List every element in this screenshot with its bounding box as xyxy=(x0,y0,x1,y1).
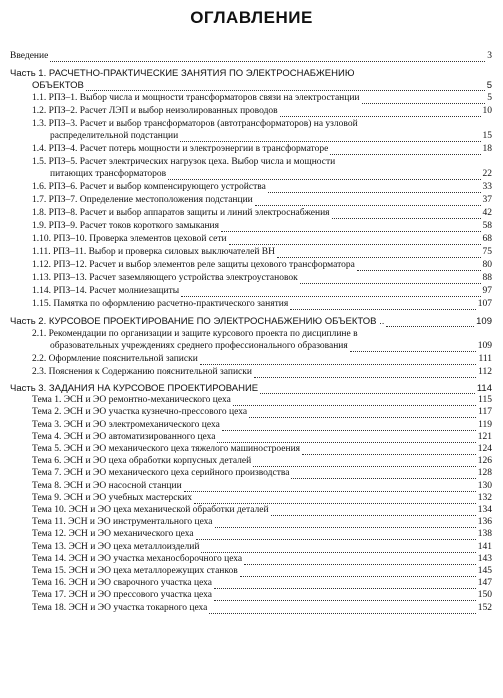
toc-page-number: 126 xyxy=(477,456,492,467)
toc-entry-3-7[interactable] xyxy=(32,468,492,479)
toc-page-number: 150 xyxy=(477,590,492,601)
toc-page-number: 132 xyxy=(477,492,492,503)
dot-leader xyxy=(302,446,476,455)
toc-page-number: 3 xyxy=(487,51,492,61)
dot-leader xyxy=(214,580,476,589)
toc-entry-2-3[interactable] xyxy=(32,367,492,378)
toc-page-number: 15 xyxy=(482,131,492,141)
toc-entry-label: Введение xyxy=(10,51,49,61)
dot-leader xyxy=(350,343,476,352)
toc-entry-label: Тема 14. ЭСН и ЭО участка механосборочного цеха xyxy=(32,553,243,564)
toc-page-number: 112 xyxy=(478,367,492,377)
dot-leader xyxy=(280,108,481,117)
toc-entry-label: 1.1. РПЗ–1. Выбор числа и мощности трансформаторов связи на электростанции xyxy=(32,93,360,103)
toc-entry-3-10[interactable] xyxy=(32,505,492,516)
toc-entry-label: 1.7. РПЗ–7. Определение местоположения подстанции xyxy=(32,195,253,205)
toc-entry-1-12[interactable] xyxy=(32,260,492,271)
toc-entry-label: Тема 1. ЭСН и ЭО ремонтно-механического цеха xyxy=(32,395,231,406)
dot-leader xyxy=(254,369,476,378)
toc-entry-label: Тема 2. ЭСН и ЭО участка кузнечно-прессового цеха xyxy=(32,407,248,418)
toc-entry-3-9[interactable] xyxy=(32,493,492,504)
toc-entry-label: 1.6. РПЗ–6. Расчет и выбор компенсирующего устройства xyxy=(32,182,266,192)
dot-leader xyxy=(196,531,476,540)
dot-leader xyxy=(180,133,480,142)
toc-page-number: 18 xyxy=(482,144,492,154)
toc-page-number: 109 xyxy=(476,316,492,327)
toc-entry-1-15[interactable] xyxy=(32,299,492,310)
dot-leader xyxy=(217,434,475,443)
toc-page-number: 80 xyxy=(482,260,492,270)
toc-entry-1-3[interactable] xyxy=(50,131,492,142)
toc-page-number: 107 xyxy=(477,299,492,309)
toc-entry-1-7[interactable] xyxy=(32,195,492,206)
dot-leader xyxy=(233,397,476,406)
toc-entry-label: Тема 17. ЭСН и ЭО прессового участка цеха xyxy=(32,590,212,601)
toc-entry-label: ОБЪЕКТОВ xyxy=(32,80,84,91)
dot-leader xyxy=(184,483,476,492)
toc-entry-label: 1.11. РПЗ–11. Выбор и проверка силовых выключателей ВН xyxy=(32,247,275,257)
dot-leader xyxy=(244,556,476,565)
dot-leader xyxy=(50,53,485,62)
toc-entry-label: 1.10. РПЗ–10. Проверка элементов цеховой сети xyxy=(32,234,227,244)
toc-entry-label: Тема 4. ЭСН и ЭО автоматизированного цеха xyxy=(32,431,216,442)
toc-entry-label: Тема 8. ЭСН и ЭО насосной станции xyxy=(32,480,182,491)
dot-leader xyxy=(260,385,475,394)
toc-entry-label: Часть 2. КУРСОВОЕ ПРОЕКТИРОВАНИЕ ПО ЭЛЕКТРОСНАБЖЕНИЮ ОБЪЕКТОВ .. xyxy=(10,316,385,327)
toc-page-number: 117 xyxy=(478,407,492,418)
toc-entry-1-4[interactable] xyxy=(32,144,492,155)
toc-entry-label: 1.9. РПЗ–9. Расчет токов короткого замыкания xyxy=(32,221,220,231)
page-title: ОГЛАВЛЕНИЕ xyxy=(190,8,313,27)
toc-entry-3-5[interactable] xyxy=(32,444,492,455)
toc-page-number: 33 xyxy=(482,182,492,192)
toc-entry-3-15[interactable] xyxy=(32,566,492,577)
toc-page-number: 119 xyxy=(478,419,492,430)
toc-page-number: 115 xyxy=(478,395,492,406)
dot-leader xyxy=(201,544,475,553)
dot-leader xyxy=(249,409,476,418)
toc-entry-3-1[interactable] xyxy=(32,395,492,406)
dot-leader xyxy=(209,605,475,614)
toc-page-number: 147 xyxy=(477,578,492,589)
dot-leader xyxy=(290,301,476,310)
toc-entry-2-1[interactable] xyxy=(50,341,492,352)
dot-leader xyxy=(357,262,481,271)
toc-entry-label: 1.15. Памятка по оформлению расчетно-практического занятия xyxy=(32,299,289,309)
dot-leader xyxy=(291,470,475,479)
toc-page-number: 10 xyxy=(482,106,492,116)
toc-entry-label: Тема 7. ЭСН и ЭО механического цеха серийного производства xyxy=(32,468,290,479)
toc-entry-1-5-line1[interactable]: 1.5. РПЗ–5. Расчет электрических нагрузок цеха. Выбор числа и мощности xyxy=(32,157,336,167)
toc-entry-intro[interactable] xyxy=(10,51,492,62)
dot-leader xyxy=(200,356,477,365)
toc-entry-label: 1.12. РПЗ–12. Расчет и выбор элементов реле защиты цехового трансформатора xyxy=(32,260,355,270)
toc-entry-1-11[interactable] xyxy=(32,247,492,258)
toc-entry-label: Тема 15. ЭСН и ЭО цеха металлорежущих станков xyxy=(32,566,238,576)
toc-entry-1-5[interactable] xyxy=(50,169,492,180)
dot-leader xyxy=(332,210,481,219)
toc-page-number: 109 xyxy=(477,341,492,351)
toc-entry-3-2[interactable] xyxy=(32,407,492,418)
toc-part-2[interactable] xyxy=(10,316,492,327)
dot-leader xyxy=(214,592,476,601)
toc-page-number: 22 xyxy=(482,169,492,179)
toc-page-number: 97 xyxy=(482,286,492,296)
dot-leader xyxy=(194,495,476,504)
toc-entry-3-4[interactable] xyxy=(32,432,492,443)
dot-leader xyxy=(330,146,480,155)
toc-entry-1-9[interactable] xyxy=(32,221,492,232)
toc-page-number: 111 xyxy=(478,354,492,364)
dot-leader xyxy=(362,95,486,104)
dot-leader xyxy=(86,82,485,91)
toc-entry-label: Тема 11. ЭСН и ЭО инструментального цеха xyxy=(32,517,213,528)
toc-entry-label: образовательных учреждениях среднего профессионального образования xyxy=(50,341,348,351)
toc-entry-label: Тема 12. ЭСН и ЭО механического цеха xyxy=(32,529,194,540)
toc-entry-3-6[interactable] xyxy=(32,456,492,467)
dot-leader xyxy=(300,275,481,284)
toc-entry-3-8[interactable] xyxy=(32,481,492,492)
toc-page-number: 42 xyxy=(482,208,492,218)
toc-entry-2-1-line1[interactable]: 2.1. Рекомендации по организации и защите курсового проекта по дисциплине в xyxy=(32,329,358,339)
toc-entry-1-14[interactable] xyxy=(32,286,492,297)
toc-page-number: 88 xyxy=(482,273,492,283)
toc-part-1[interactable] xyxy=(32,80,492,91)
toc-entry-1-13[interactable] xyxy=(32,273,492,284)
toc-entry-3-17[interactable] xyxy=(32,590,492,601)
toc-entry-label: Тема 9. ЭСН и ЭО учебных мастерских xyxy=(32,492,192,503)
dot-leader xyxy=(221,223,480,232)
dot-leader xyxy=(181,288,480,297)
toc-page-number: 58 xyxy=(482,221,492,231)
toc-entry-3-3[interactable] xyxy=(32,420,492,431)
toc-entry-label: Тема 5. ЭСН и ЭО механического цеха тяжелого машиностроения xyxy=(32,444,301,454)
dot-leader xyxy=(168,171,480,180)
toc-part-1-line1[interactable]: Часть 1. РАСЧЕТНО-ПРАКТИЧЕСКИЕ ЗАНЯТИЯ ПО ЭЛЕКТРОСНАБЖЕНИЮ xyxy=(10,68,355,79)
dot-leader xyxy=(253,458,476,467)
toc-entry-label: Тема 3. ЭСН и ЭО электромеханического цеха xyxy=(32,419,220,430)
toc-entry-label: 1.8. РПЗ–8. Расчет и выбор аппаратов защиты и линий электроснабжения xyxy=(32,208,330,218)
toc-entry-label: 1.14. РПЗ–14. Расчет молниезащиты xyxy=(32,286,180,296)
toc-page-number: 114 xyxy=(476,383,492,394)
toc-page-number: 75 xyxy=(482,247,492,257)
toc-page-number: 152 xyxy=(477,602,492,613)
toc-entry-1-10[interactable] xyxy=(32,234,492,245)
toc-entry-1-2[interactable] xyxy=(32,106,492,117)
toc-entry-3-18[interactable] xyxy=(32,603,492,614)
dot-leader xyxy=(240,568,476,577)
dot-leader xyxy=(255,197,481,206)
toc-entry-1-3-line1[interactable]: 1.3. РПЗ–3. Расчет и выбор трансформаторов (автотрансформаторов) на узловой xyxy=(32,119,358,129)
toc-entry-3-12[interactable] xyxy=(32,529,492,540)
toc-entry-label: Тема 6. ЭСН и ЭО цеха обработки корпусных деталей xyxy=(32,456,252,467)
toc-entry-label: 1.4. РПЗ–4. Расчет потерь мощности и электроэнергии в трансформаторе xyxy=(32,144,329,154)
toc-page-number: 68 xyxy=(482,234,492,244)
toc-entry-label: Часть 3. ЗАДАНИЯ НА КУРСОВОЕ ПРОЕКТИРОВАНИЕ xyxy=(10,383,259,394)
toc-page-number: 5 xyxy=(487,93,492,103)
toc-entry-3-14[interactable] xyxy=(32,554,492,565)
dot-leader xyxy=(229,236,481,245)
toc-part-3[interactable] xyxy=(10,383,492,394)
toc-page-number: 5 xyxy=(486,80,492,91)
dot-leader xyxy=(222,422,476,431)
toc-entry-label: 2.3. Пояснения к Содержанию пояснительной записки xyxy=(32,367,252,377)
toc-entry-label: 1.13. РПЗ–13. Расчет заземляющего устройства электроустановок xyxy=(32,273,298,283)
toc-entry-label: 2.2. Оформление пояснительной записки xyxy=(32,354,198,364)
dot-leader xyxy=(271,507,476,516)
toc-entry-label: Тема 13. ЭСН и ЭО цеха металлоизделий xyxy=(32,541,200,552)
toc-entry-3-13[interactable] xyxy=(32,542,492,553)
dot-leader xyxy=(386,318,474,327)
toc-page-number: 141 xyxy=(477,541,492,552)
toc-page-number: 134 xyxy=(477,505,492,515)
dot-leader xyxy=(277,249,481,258)
toc-entry-label: распределительной подстанции xyxy=(50,131,179,141)
toc-entry-label: Тема 16. ЭСН и ЭО сварочного участка цеха xyxy=(32,578,213,589)
toc-entry-label: Тема 10. ЭСН и ЭО цеха механической обработки деталей xyxy=(32,505,269,515)
toc-entry-3-16[interactable] xyxy=(32,578,492,589)
toc-page-number: 124 xyxy=(477,444,492,454)
toc-page-number: 138 xyxy=(477,529,492,540)
toc-entry-2-2[interactable] xyxy=(32,354,492,365)
toc-entry-label: 1.2. РПЗ–2. Расчет ЛЭП и выбор неизолированных проводов xyxy=(32,106,278,116)
toc-page-number: 143 xyxy=(477,553,492,564)
toc-entry-1-6[interactable] xyxy=(32,182,492,193)
toc-entry-1-8[interactable] xyxy=(32,208,492,219)
toc-page-number: 128 xyxy=(477,468,492,479)
toc-entry-label: Тема 18. ЭСН и ЭО участка токарного цеха xyxy=(32,602,208,613)
toc-page-number: 145 xyxy=(477,566,492,576)
toc-entry-1-1[interactable] xyxy=(32,93,492,104)
toc-page-number: 136 xyxy=(477,517,492,528)
toc-page-number: 37 xyxy=(482,195,492,205)
toc-entry-label: питающих трансформаторов xyxy=(50,169,167,179)
dot-leader xyxy=(215,519,476,528)
toc-page-number: 130 xyxy=(477,480,492,491)
toc-page-number: 121 xyxy=(477,431,492,442)
toc-entry-3-11[interactable] xyxy=(32,517,492,528)
dot-leader xyxy=(268,184,481,193)
